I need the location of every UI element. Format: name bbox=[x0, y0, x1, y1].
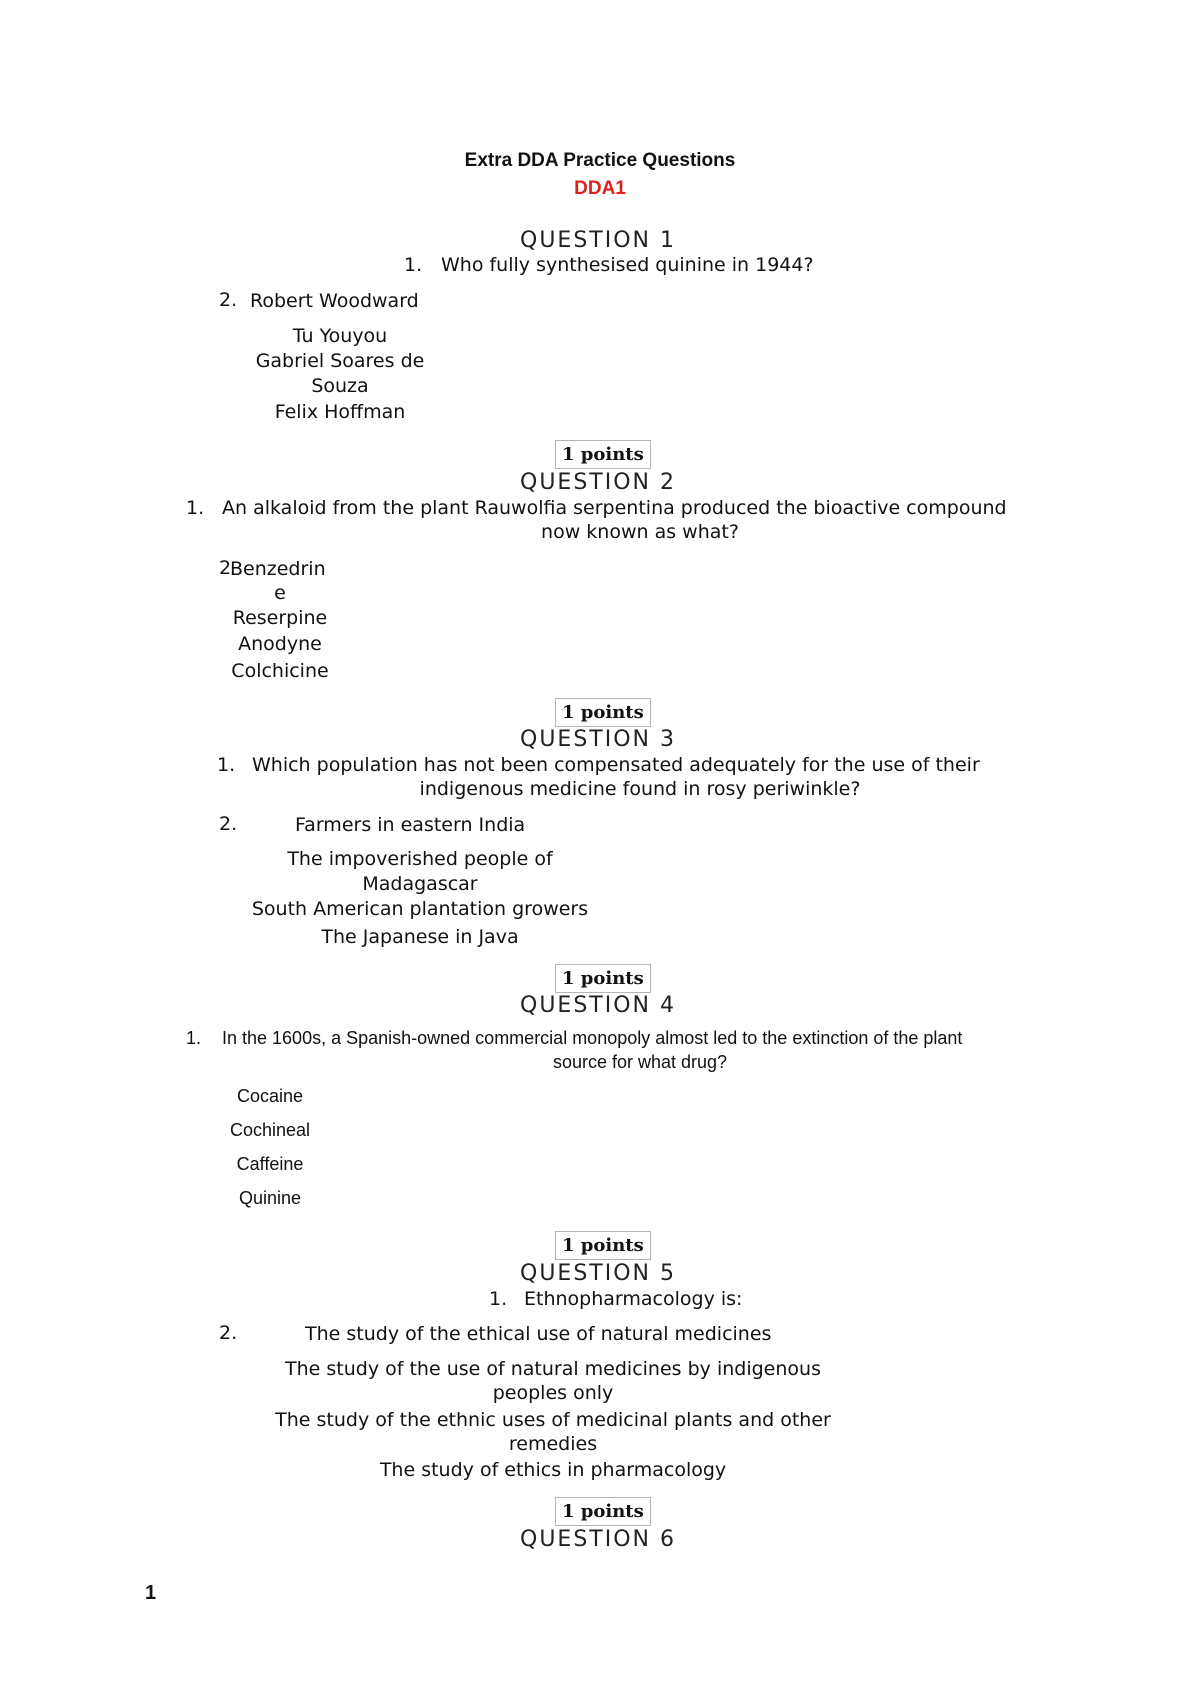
question-2-option-3[interactable]: Anodyne bbox=[238, 633, 322, 655]
question-2-option-4[interactable]: Colchicine bbox=[231, 660, 329, 682]
question-2-prompt-line-2: now known as what? bbox=[541, 521, 739, 543]
question-2-option-1[interactable]: Benzedrin bbox=[230, 558, 326, 580]
question-2-answer-number: 2 bbox=[219, 557, 232, 579]
question-5-option-2[interactable]: The study of the use of natural medicines by indigenous bbox=[285, 1358, 821, 1380]
question-3-option-4[interactable]: The Japanese in Java bbox=[321, 926, 519, 948]
question-3-number: 1. bbox=[217, 754, 236, 776]
question-5-option-1[interactable]: The study of the ethical use of natural medicines bbox=[305, 1323, 772, 1345]
question-5-answer-number: 2. bbox=[219, 1322, 238, 1344]
page-number: 1 bbox=[145, 1582, 157, 1604]
question-2-number: 1. bbox=[186, 497, 205, 519]
question-1-number: 1. bbox=[404, 254, 423, 276]
question-4-prompt-line-1: In the 1600s, a Spanish-owned commercial monopoly almost led to the extinction of the plant bbox=[222, 1028, 963, 1048]
question-3-answer-number: 2. bbox=[219, 813, 238, 835]
question-1-heading: QUESTION 1 bbox=[520, 228, 676, 253]
question-1-prompt: Who fully synthesised quinine in 1944? bbox=[441, 254, 814, 276]
document-title: Extra DDA Practice Questions bbox=[464, 150, 736, 171]
question-4-points-badge: 1 points bbox=[555, 1231, 651, 1260]
question-5-option-2-cont: peoples only bbox=[492, 1382, 614, 1404]
question-4-number: 1. bbox=[186, 1028, 202, 1048]
question-5-number: 1. bbox=[489, 1288, 508, 1310]
question-1-option-3[interactable]: Gabriel Soares de bbox=[255, 350, 425, 372]
question-2-points-badge: 1 points bbox=[555, 698, 651, 727]
question-3-option-3[interactable]: South American plantation growers bbox=[251, 898, 589, 920]
question-3-points-badge: 1 points bbox=[555, 964, 651, 993]
question-6-heading: QUESTION 6 bbox=[520, 1527, 676, 1552]
question-2-option-2[interactable]: Reserpine bbox=[232, 607, 328, 629]
question-1-option-1[interactable]: Robert Woodward bbox=[250, 290, 419, 312]
question-2-prompt-line-1: An alkaloid from the plant Rauwolfia serpentina produced the bioactive compound bbox=[222, 497, 1007, 519]
question-4-heading: QUESTION 4 bbox=[520, 993, 676, 1018]
question-5-prompt: Ethnopharmacology is: bbox=[524, 1288, 743, 1310]
document-subtitle: DDA1 bbox=[574, 178, 626, 199]
question-1-option-3-cont: Souza bbox=[311, 375, 369, 397]
question-5-option-4[interactable]: The study of ethics in pharmacology bbox=[379, 1459, 727, 1481]
question-1-option-4[interactable]: Felix Hoffman bbox=[274, 401, 406, 423]
question-1-answer-number: 2. bbox=[219, 289, 238, 311]
question-4-option-3[interactable]: Caffeine bbox=[236, 1154, 304, 1174]
question-1-points-badge: 1 points bbox=[555, 440, 651, 469]
question-2-heading: QUESTION 2 bbox=[520, 470, 676, 495]
question-3-option-2[interactable]: The impoverished people of bbox=[287, 848, 553, 870]
question-5-points-badge: 1 points bbox=[555, 1497, 651, 1526]
question-3-option-1[interactable]: Farmers in eastern India bbox=[295, 814, 526, 836]
question-3-prompt-line-2: indigenous medicine found in rosy periwinkle? bbox=[419, 778, 861, 800]
question-3-prompt-line-1: Which population has not been compensated adequately for the use of their bbox=[252, 754, 980, 776]
question-4-option-4[interactable]: Quinine bbox=[238, 1188, 302, 1208]
question-3-option-2-cont: Madagascar bbox=[362, 873, 478, 895]
question-2-option-1-cont: e bbox=[274, 582, 286, 604]
question-4-option-2[interactable]: Cochineal bbox=[229, 1120, 311, 1140]
question-5-heading: QUESTION 5 bbox=[520, 1261, 676, 1286]
question-5-option-3-cont: remedies bbox=[508, 1433, 598, 1455]
question-4-prompt-line-2: source for what drug? bbox=[552, 1052, 728, 1072]
question-4-option-1[interactable]: Cocaine bbox=[236, 1086, 304, 1106]
question-5-option-3[interactable]: The study of the ethnic uses of medicinal plants and other bbox=[275, 1409, 831, 1431]
question-1-option-2[interactable]: Tu Youyou bbox=[292, 325, 388, 347]
question-3-heading: QUESTION 3 bbox=[520, 727, 676, 752]
